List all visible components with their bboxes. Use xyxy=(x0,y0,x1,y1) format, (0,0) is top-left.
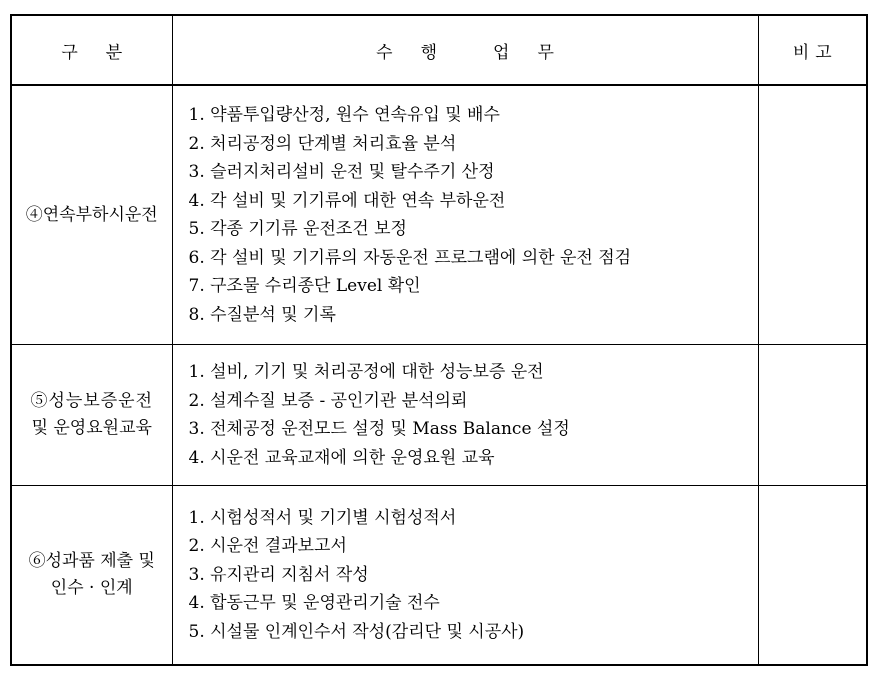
header-tasks-char: 무 xyxy=(537,42,554,63)
task-list xyxy=(189,101,758,329)
task-list xyxy=(189,358,758,472)
header-note xyxy=(758,15,867,85)
category-label: ④연속부하시운전 xyxy=(25,204,158,225)
list-item: 5. 시설물 인계인수서 작성(감리단 및 시공사) xyxy=(188,621,525,642)
header-note-char: 비 xyxy=(792,42,810,63)
list-item: 1. 약품투입량산정, 원수 연속유입 및 배수 xyxy=(188,105,500,125)
header-category-char: 구 xyxy=(61,42,78,63)
list-item: 3. 유지관리 지침서 작성 xyxy=(188,564,369,585)
note-cell xyxy=(758,345,867,486)
list-item: 4. 합동근무 및 운영관리기술 전수 xyxy=(188,593,440,614)
table-row xyxy=(11,345,867,486)
list-item: 6. 각 설비 및 기기류의 자동운전 프로그램에 의한 운전 점검 xyxy=(188,247,632,268)
list-item: 3. 슬러지처리설비 운전 및 탈수주기 산정 xyxy=(188,162,495,182)
note-cell xyxy=(758,85,867,345)
list-item: 1. 설비, 기기 및 처리공정에 대한 성능보증 운전 xyxy=(188,362,544,382)
category-cell xyxy=(11,85,172,345)
category-label: 인수 · 인계 xyxy=(50,578,133,598)
tasks-cell xyxy=(172,486,758,666)
list-item: 3. 전체공정 운전모드 설정 및 Mass Balance 설정 xyxy=(188,419,570,439)
list-item: 4. 각 설비 및 기기류에 대한 연속 부하운전 xyxy=(188,190,506,211)
header-tasks-char: 수 xyxy=(376,42,393,63)
category-cell xyxy=(11,486,172,666)
header-category-char: 분 xyxy=(105,42,123,63)
category-cell xyxy=(11,345,172,486)
category-label: 및 운영요원교육 xyxy=(31,418,152,438)
list-item: 2. 설계수질 보증 - 공인기관 분석의뢰 xyxy=(188,390,468,411)
work-table xyxy=(10,14,868,666)
list-item: 8. 수질분석 및 기록 xyxy=(188,304,336,325)
table-header xyxy=(11,15,867,85)
table-row xyxy=(11,486,867,666)
table-row xyxy=(11,85,867,345)
list-item: 5. 각종 기기류 운전조건 보정 xyxy=(188,219,407,239)
header-tasks-char: 업 xyxy=(493,42,510,63)
tasks-cell xyxy=(172,85,758,345)
list-item: 1. 시험성적서 및 기기별 시험성적서 xyxy=(188,507,457,528)
list-item: 4. 시운전 교육교재에 의한 운영요원 교육 xyxy=(188,447,495,468)
tasks-cell xyxy=(172,345,758,486)
header-note-char: 고 xyxy=(815,42,832,63)
list-item: 7. 구조물 수리종단 Level 확인 xyxy=(188,276,421,296)
header-category xyxy=(11,15,172,85)
header-tasks-char: 행 xyxy=(420,42,437,63)
task-list xyxy=(189,504,758,647)
category-label: ⑤성능보증운전 xyxy=(30,391,154,411)
header-tasks xyxy=(172,15,758,85)
list-item: 2. 시운전 결과보고서 xyxy=(188,536,347,557)
category-label: ⑥성과품 제출 및 xyxy=(28,551,155,571)
list-item: 2. 처리공정의 단계별 처리효율 분석 xyxy=(188,133,457,154)
note-cell xyxy=(758,486,867,666)
